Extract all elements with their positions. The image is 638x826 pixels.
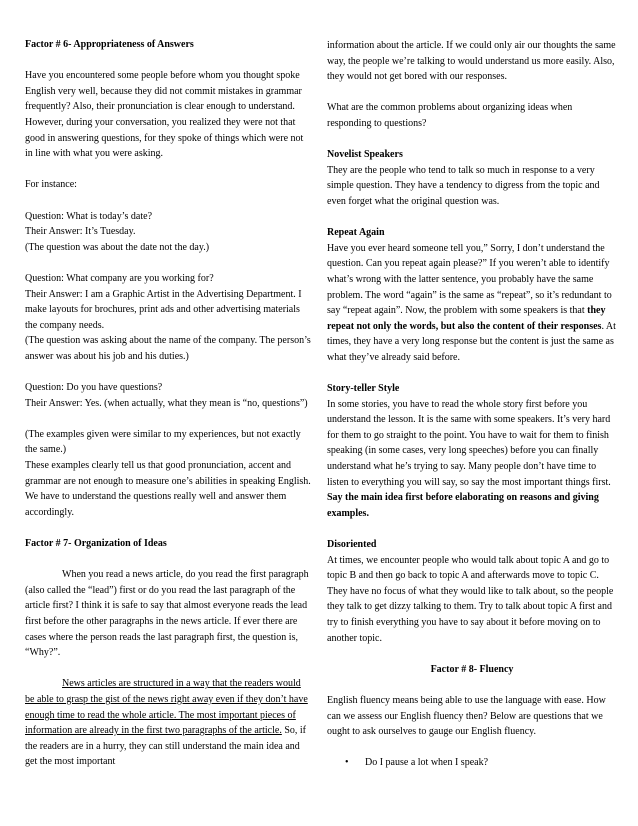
continued-paragraph: information about the article. If we could only air our thoughts the same way, the people we’re talking to would understand us more easily. Also, they would not get bored with our responses.	[327, 40, 616, 83]
fluency-questions-list	[327, 755, 617, 771]
story-bold-text: Say the main idea first before elaborating on reasons and giving examples.	[327, 492, 599, 519]
for-instance-label: For instance:	[25, 179, 77, 191]
left-column	[25, 37, 312, 770]
repeat-again-heading: Repeat Again	[327, 227, 385, 239]
note-2: (The question was asking about the name of the company. The person’s answer was about his job and his duties.)	[25, 335, 311, 362]
story-teller-paragraph	[327, 397, 617, 522]
factor-6-heading: Factor # 6- Appropriateness of Answers	[25, 39, 194, 50]
factor-7-paragraph-2	[25, 676, 312, 770]
question-2: Question: What company are you working for?	[25, 272, 214, 284]
factor-7-paragraph-1: When you read a news article, do you read the first paragraph (also called the “lead”) first or do you read the last paragraph of the article first? I think it is safe to say that almost everyone reads the lead first before the other paragraphs in the news article. If ever there are cases where the person reads the last paragraph first, the question is, “Why?”.	[25, 569, 309, 659]
list-item-text: Do I pause a lot when I speak?	[365, 757, 489, 769]
note-1: (The question was about the date not the day.)	[25, 241, 210, 253]
list-item	[345, 755, 617, 771]
answer-3: Their Answer: Yes. (when actually, what they mean is “no, questions”)	[25, 397, 308, 409]
disoriented-paragraph: At times, we encounter people who would talk about topic A and go to topic B and then go back to topic A and afterwards move to topic C. They have no focus of what they would like to talk about, so the people they talk to get dizzy talking to them. Try to talk about topic A first and try to finish everything you have to say about it before moving on to another topic.	[327, 554, 614, 644]
novelist-paragraph: They are the people who tend to talk so much in response to a very simple question. They have a tendency to digress from the topic and even forget what the original question was.	[327, 164, 600, 207]
question-1: Question: What is today’s date?	[25, 210, 153, 222]
answer-2: Their Answer: I am a Graphic Artist in the Advertising Department. I make layouts for brochures, print ads and other advertising materials the company needs.	[25, 288, 302, 331]
repeat-text-2: . At times, they have a very long response but the content is just the same as what they’ve already said before.	[327, 320, 616, 363]
repeat-bold-text: they repeat not only the words, but also the content of their responses	[327, 305, 606, 332]
right-column	[327, 37, 617, 771]
note-3: (The examples given were similar to my experiences, but not exactly the same.)	[25, 428, 301, 456]
answer-1: Their Answer: It’s Tuesday.	[25, 226, 136, 238]
bullet-icon: •	[345, 757, 349, 769]
story-text: In some stories, you have to read the whole story first before you understand the lesson. It is the same with some speakers. It’s very hard for them to go straight to the point. You have to wait for them to finish speaking (in some cases, very long speeches) before you can finally understand what he’s trying to say. Many people don’t have time to listen to everything you will say, so say the most important things first.	[327, 398, 611, 488]
question-3: Question: Do you have questions?	[25, 382, 163, 394]
summary-paragraph: These examples clearly tell us that good pronunciation, accent and grammar are not enough to measure one’s abilities in speaking English. We have to understand the questions really well and answer them accordingly.	[25, 460, 311, 518]
underlined-text: News articles are structured in a way that the readers would be able to grasp the gist of the news right away even if they don’t have enough time to read the whole article. The most important pieces of information are already in the first two paragraphs of the article.	[25, 678, 308, 737]
factor-8-heading: Factor # 8- Fluency	[430, 663, 514, 675]
repeat-again-paragraph	[327, 241, 617, 366]
paragraph-continuation: So, if the readers are in a hurry, they can still understand the main idea and get the most important	[25, 725, 307, 768]
disoriented-heading: Disoriented	[327, 539, 377, 550]
problems-question: What are the common problems about organizing ideas when responding to questions?	[327, 102, 573, 129]
factor-6-paragraph: Have you encountered some people before whom you thought spoke English very well, because they did not commit mistakes in grammar frequently? Also, their pronunciation is clear enough to understand. However, during your conversation, you realized they were not that good in answering questions, for they spoke of things which were not in line with what you were asking.	[25, 70, 304, 160]
factor-7-heading: Factor # 7- Organization of Ideas	[25, 538, 167, 549]
novelist-heading: Novelist Speakers	[327, 149, 403, 161]
factor-8-paragraph: English fluency means being able to use the language with ease. How can we assess our English fluency then? Below are questions that we ought to ask ourselves to gauge our English fluency.	[327, 694, 606, 738]
story-teller-heading: Story-teller Style	[327, 383, 400, 395]
repeat-text-1: Have you ever heard someone tell you,” Sorry, I don’t understand the question. Can you repeat again please?” If you weren’t able to identify what’s wrong with the latter sentence, you probably have the same problem. The word “again” is the same as “repeat”, so it’s redundant to say “repeat again”. Now, the problem with some speakers is that	[327, 242, 612, 317]
